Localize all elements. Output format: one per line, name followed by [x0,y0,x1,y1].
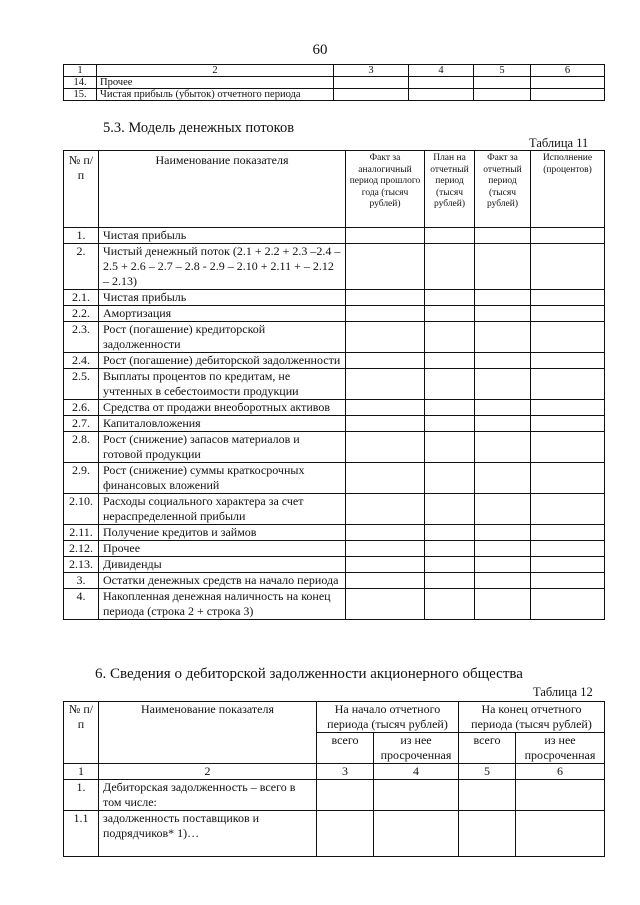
header-plan: План на отчетный период (тысяч рублей) [425,151,475,228]
cell [459,780,516,811]
cell [475,290,531,306]
table-row [64,89,605,101]
table-row [64,369,605,400]
header-num: № п/п [64,151,99,228]
cell [425,322,475,353]
cell [531,290,605,306]
table-row [64,244,605,290]
cell [475,432,531,463]
cell [516,780,605,811]
header-start-period: На начало отчетного периода (тысяч рублей) [317,702,459,733]
cell [516,811,605,857]
row-number: 2.8. [64,432,99,463]
row-number: 2.3. [64,322,99,353]
section-title-5-3: 5.3. Модель денежных потоков [103,120,295,136]
cell [334,89,409,101]
cell [346,541,425,557]
cell [475,416,531,432]
row-name: Рост (погашение) кредиторской задолженности [99,322,346,353]
cell [531,369,605,400]
cell [346,353,425,369]
column-numbers-row [64,764,605,780]
table-caption-11: Таблица 11 [529,136,589,150]
cell [475,228,531,244]
col-number: 3 [317,764,374,780]
cell [346,400,425,416]
cell [475,400,531,416]
cell [475,525,531,541]
table-row [64,416,605,432]
header-fact-prev: Факт за аналогичный период прошлого года (тысяч рублей) [346,151,425,228]
row-name: Получение кредитов и займов [99,525,346,541]
cell [425,416,475,432]
col-number: 2 [99,764,317,780]
row-number: 2.9. [64,463,99,494]
col-number: 1 [64,764,99,780]
cell [409,77,474,89]
table-row [64,322,605,353]
cell [409,89,474,101]
row-name: Дебиторская задолженность – всего в том числе: [99,780,317,811]
cell [346,525,425,541]
row-number: 2.6. [64,400,99,416]
cell [475,322,531,353]
table-row [64,353,605,369]
cell [425,244,475,290]
page-number: 60 [312,42,328,58]
cell [531,228,605,244]
row-number: 2.12. [64,541,99,557]
row-name: Чистая прибыль [99,228,346,244]
table-caption-12: Таблица 12 [533,685,593,699]
row-number: 14. [64,77,97,89]
table-row [64,525,605,541]
cell [346,306,425,322]
cell [425,494,475,525]
header-total: всего [317,733,374,764]
row-name: Рост (снижение) запасов материалов и готовой продукции [99,432,346,463]
cell [531,557,605,573]
cell [374,811,459,857]
header-overdue: из нее просроченная [374,733,459,764]
row-name: Рост (снижение) суммы краткосрочных финансовых вложений [99,463,346,494]
cell [474,89,531,101]
cell [531,416,605,432]
row-number: 2.2. [64,306,99,322]
header-end-period: На конец отчетного периода (тысяч рублей) [459,702,605,733]
cell [475,463,531,494]
cell [475,557,531,573]
cell [317,811,374,857]
row-number: 2.5. [64,369,99,400]
table-row [64,463,605,494]
cell [346,416,425,432]
cell [346,432,425,463]
cell [475,244,531,290]
cell [346,557,425,573]
header-execution: Исполнение (процентов) [531,151,605,228]
row-number: 2.7. [64,416,99,432]
cell [531,589,605,620]
cell [425,557,475,573]
col-number: 5 [474,65,531,77]
table-row [64,77,605,89]
row-name: Капиталовложения [99,416,346,432]
cell [346,369,425,400]
cell [346,573,425,589]
row-name: Дивиденды [99,557,346,573]
table-row [64,589,605,620]
table-row [64,780,605,811]
table-row [64,541,605,557]
col-number: 6 [531,65,605,77]
row-name: Накопленная денежная наличность на конец периода (строка 2 + строка 3) [99,589,346,620]
cell [531,306,605,322]
col-number: 2 [97,65,334,77]
cell [531,77,605,89]
cell [475,353,531,369]
row-number: 4. [64,589,99,620]
cell [425,589,475,620]
col-number: 4 [374,764,459,780]
cell [425,541,475,557]
cell [425,369,475,400]
row-name: Остатки денежных средств на начало периода [99,573,346,589]
row-name: Прочее [99,541,346,557]
table-row [64,400,605,416]
table-row [64,432,605,463]
cell [346,589,425,620]
row-number: 1. [64,780,99,811]
cell [531,432,605,463]
cell [459,811,516,857]
table-10-continuation [63,64,605,101]
cell [425,290,475,306]
cell [317,780,374,811]
cell [531,400,605,416]
cell [334,77,409,89]
cell [475,494,531,525]
table-header-row [64,65,605,77]
cell [531,541,605,557]
cell [475,573,531,589]
row-name: Чистый денежный поток (2.1 + 2.2 + 2.3 –2.4 – 2.5 + 2.6 – 2.7 – 2.8 - 2.9 – 2.10 + 2.11 + – 2.12 – 2.13) [99,244,346,290]
cell [346,463,425,494]
row-name: Чистая прибыль [99,290,346,306]
row-number: 1.1 [64,811,99,857]
col-number: 4 [409,65,474,77]
cell [346,244,425,290]
row-number: 2. [64,244,99,290]
cell [425,432,475,463]
row-number: 2.1. [64,290,99,306]
row-name: Чистая прибыль (убыток) отчетного периода [97,89,334,101]
cell [531,573,605,589]
cell [475,541,531,557]
cell [346,322,425,353]
col-number: 3 [334,65,409,77]
row-name: Выплаты процентов по кредитам, не учтенных в себестоимости продукции [99,369,346,400]
cell [346,290,425,306]
cell [531,353,605,369]
table-row [64,557,605,573]
cell [531,494,605,525]
row-number: 15. [64,89,97,101]
cell [475,369,531,400]
cell [425,353,475,369]
row-name: Амортизация [99,306,346,322]
cell [531,322,605,353]
col-number: 6 [516,764,605,780]
row-name: Средства от продажи внеоборотных активов [99,400,346,416]
table-header-row [64,151,605,228]
header-overdue: из нее просроченная [516,733,605,764]
cell [346,228,425,244]
table-11-cash-flow [63,150,605,620]
table-row [64,494,605,525]
row-number: 2.10. [64,494,99,525]
header-fact: Факт за отчетный период (тысяч рублей) [475,151,531,228]
cell [531,463,605,494]
cell [346,494,425,525]
header-name: Наименование показателя [99,702,317,764]
cell [531,244,605,290]
row-number: 1. [64,228,99,244]
cell [531,525,605,541]
header-num: № п/п [64,702,99,764]
row-name: Расходы социального характера за счет нераспределенной прибыли [99,494,346,525]
cell [425,306,475,322]
cell [425,573,475,589]
table-12-receivables [63,701,605,857]
cell [531,89,605,101]
cell [474,77,531,89]
cell [374,780,459,811]
table-row [64,811,605,857]
cell [425,463,475,494]
table-row [64,306,605,322]
cell [425,525,475,541]
section-title-6: 6. Сведения о дебиторской задолженности акционерного общества [95,666,523,682]
col-number: 1 [64,65,97,77]
row-name: Рост (погашение) дебиторской задолженности [99,353,346,369]
table-row [64,573,605,589]
header-name: Наименование показателя [99,151,346,228]
cell [475,589,531,620]
row-name: задолженность поставщиков и подрядчиков* 1)… [99,811,317,857]
cell [425,400,475,416]
row-number: 2.4. [64,353,99,369]
row-number: 2.13. [64,557,99,573]
cell [425,228,475,244]
col-number: 5 [459,764,516,780]
row-number: 2.11. [64,525,99,541]
row-name: Прочее [97,77,334,89]
header-total: всего [459,733,516,764]
table-header-row [64,702,605,733]
table-row [64,290,605,306]
row-number: 3. [64,573,99,589]
cell [475,306,531,322]
table-row [64,228,605,244]
